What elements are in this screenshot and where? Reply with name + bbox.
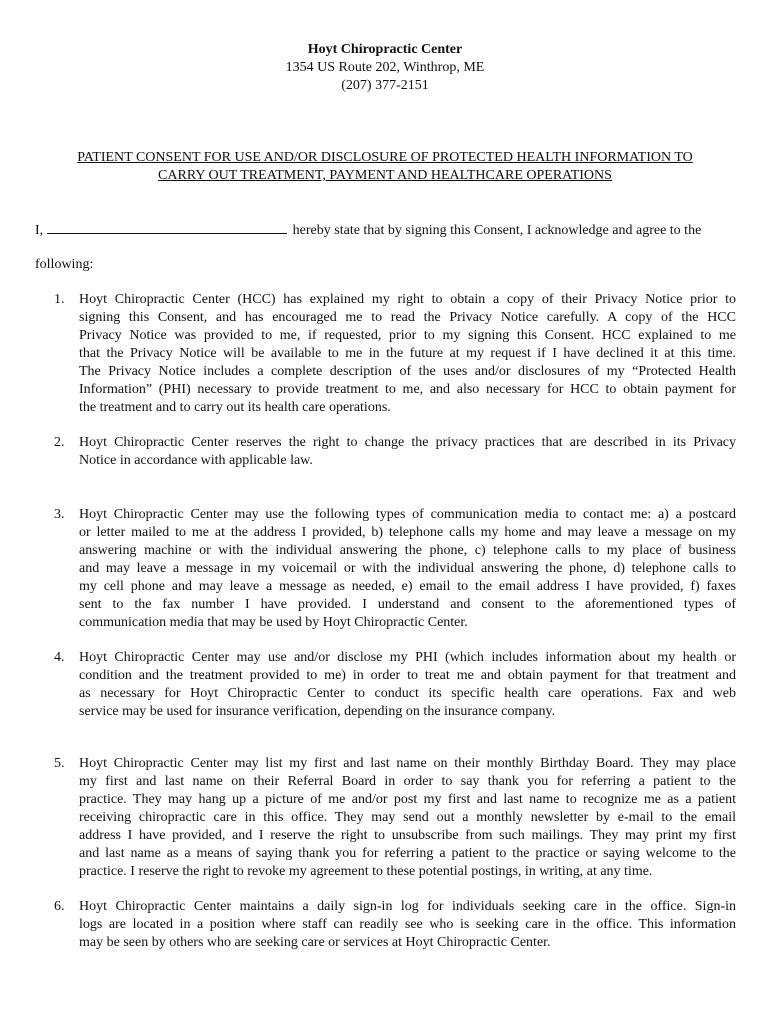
item-line: answering machine or with the individual answering the phone, c) telephone calls to my place of business <box>79 543 736 558</box>
item-text <box>79 898 736 952</box>
intro-prefix: I, <box>35 223 44 238</box>
item-number: 1. <box>54 292 65 307</box>
item-line: Hoyt Chiropractic Center may use and/or disclose my PHI (which includes information about my health or <box>79 650 736 665</box>
item-line: Hoyt Chiropractic Center may use the following types of communication media to contact me: a) a postcard <box>79 507 736 522</box>
item-line: Hoyt Chiropractic Center reserves the right to change the privacy practices that are described in its Privacy <box>79 435 736 450</box>
item-number: 6. <box>54 899 65 914</box>
item-line: communication media that may be used by Hoyt Chiropractic Center. <box>79 615 468 630</box>
item-line: Information” (PHI) necessary to provide treatment to me, and also necessary for HCC to obtain payment for <box>79 382 736 397</box>
consent-title-line-2: CARRY OUT TREATMENT, PAYMENT AND HEALTHCARE OPERATIONS <box>158 168 612 183</box>
item-line: sent to the fax number I have provided. I understand and consent to the aforementioned types of <box>79 597 736 612</box>
item-line: that the Privacy Notice will be available to me in the future at my request if I have declined it at this time. <box>79 346 736 361</box>
item-line: logs are located in a position where staff can readily see who is seeking care in the office. This information <box>79 917 736 932</box>
item-number: 3. <box>54 507 65 522</box>
item-number: 4. <box>54 650 65 665</box>
practice-name: Hoyt Chiropractic Center <box>307 42 463 57</box>
item-line: condition and the treatment provided to me) in order to treat me and obtain payment for that treatment and <box>79 668 736 683</box>
practice-phone: (207) 377-2151 <box>341 78 429 93</box>
item-line: Notice in accordance with applicable law. <box>79 453 313 468</box>
item-text <box>79 434 736 470</box>
item-line: service may be used for insurance verification, depending on the insurance company. <box>79 704 556 719</box>
item-line: signing this Consent, and has encouraged me to read the Privacy Notice carefully. A copy of the HCC <box>79 310 736 325</box>
item-line: practice. I reserve the right to revoke my agreement to these potential postings, in writing, at any time. <box>79 864 653 879</box>
item-line: my cell phone and may leave a message as needed, e) email to the email address I have provided, f) faxes <box>79 579 736 594</box>
item-line: practice. They may hang up a picture of me and/or post my first and last name to recognize me as a patient <box>79 792 736 807</box>
item-line: receiving chiropractic care in this office. They may send out a monthly newsletter by e-mail to the email <box>79 810 736 825</box>
item-text <box>79 506 736 632</box>
item-line: The Privacy Notice includes a complete description of the uses and/or disclosures of my “Protected Health <box>79 364 736 379</box>
item-line: Hoyt Chiropractic Center may list my first and last name on their monthly Birthday Board. They may place <box>79 756 736 771</box>
item-line: Hoyt Chiropractic Center maintains a daily sign-in log for individuals seeking care in the office. Sign-in <box>79 899 736 914</box>
item-line: Privacy Notice was provided to me, if requested, prior to my signing this Consent. HCC explained to me <box>79 328 736 343</box>
patient-name-field[interactable] <box>47 220 287 234</box>
intro-suffix: hereby state that by signing this Consent, I acknowledge and agree to the <box>292 223 702 238</box>
item-line: may be seen by others who are seeking care or services at Hoyt Chiropractic Center. <box>79 935 551 950</box>
item-line: my first and last name on their Referral Board in order to say thank you for referring a patient to the <box>79 774 736 789</box>
item-text <box>79 291 736 417</box>
consent-title-line-1: PATIENT CONSENT FOR USE AND/OR DISCLOSURE OF PROTECTED HEALTH INFORMATION TO <box>77 150 693 165</box>
item-line: Hoyt Chiropractic Center (HCC) has explained my right to obtain a copy of their Privacy Notice prior to <box>79 292 736 307</box>
item-line: as necessary for Hoyt Chiropractic Center to conduct its specific health care operations. Fax and web <box>79 686 736 701</box>
item-number: 2. <box>54 435 65 450</box>
item-text <box>79 649 736 721</box>
item-text <box>79 755 736 881</box>
item-line: address I have provided, and I reserve the right to unsubscribe from such mailings. They may print my first <box>79 828 736 843</box>
item-line: the treatment and to carry out its health care operations. <box>79 400 391 415</box>
item-line: and last name as a means of saying thank you for referring a patient to the practice or saying welcome to the <box>79 846 736 861</box>
intro-statement <box>35 220 745 240</box>
item-line: or letter mailed to me at the address I provided, b) telephone calls my home and may leave a message on my <box>79 525 736 540</box>
practice-address: 1354 US Route 202, Winthrop, ME <box>285 60 485 75</box>
item-number: 5. <box>54 756 65 771</box>
intro-following: following: <box>35 257 94 272</box>
item-line: and may leave a message in my voicemail or with the individual answering the phone, d) telephone calls to <box>79 561 736 576</box>
